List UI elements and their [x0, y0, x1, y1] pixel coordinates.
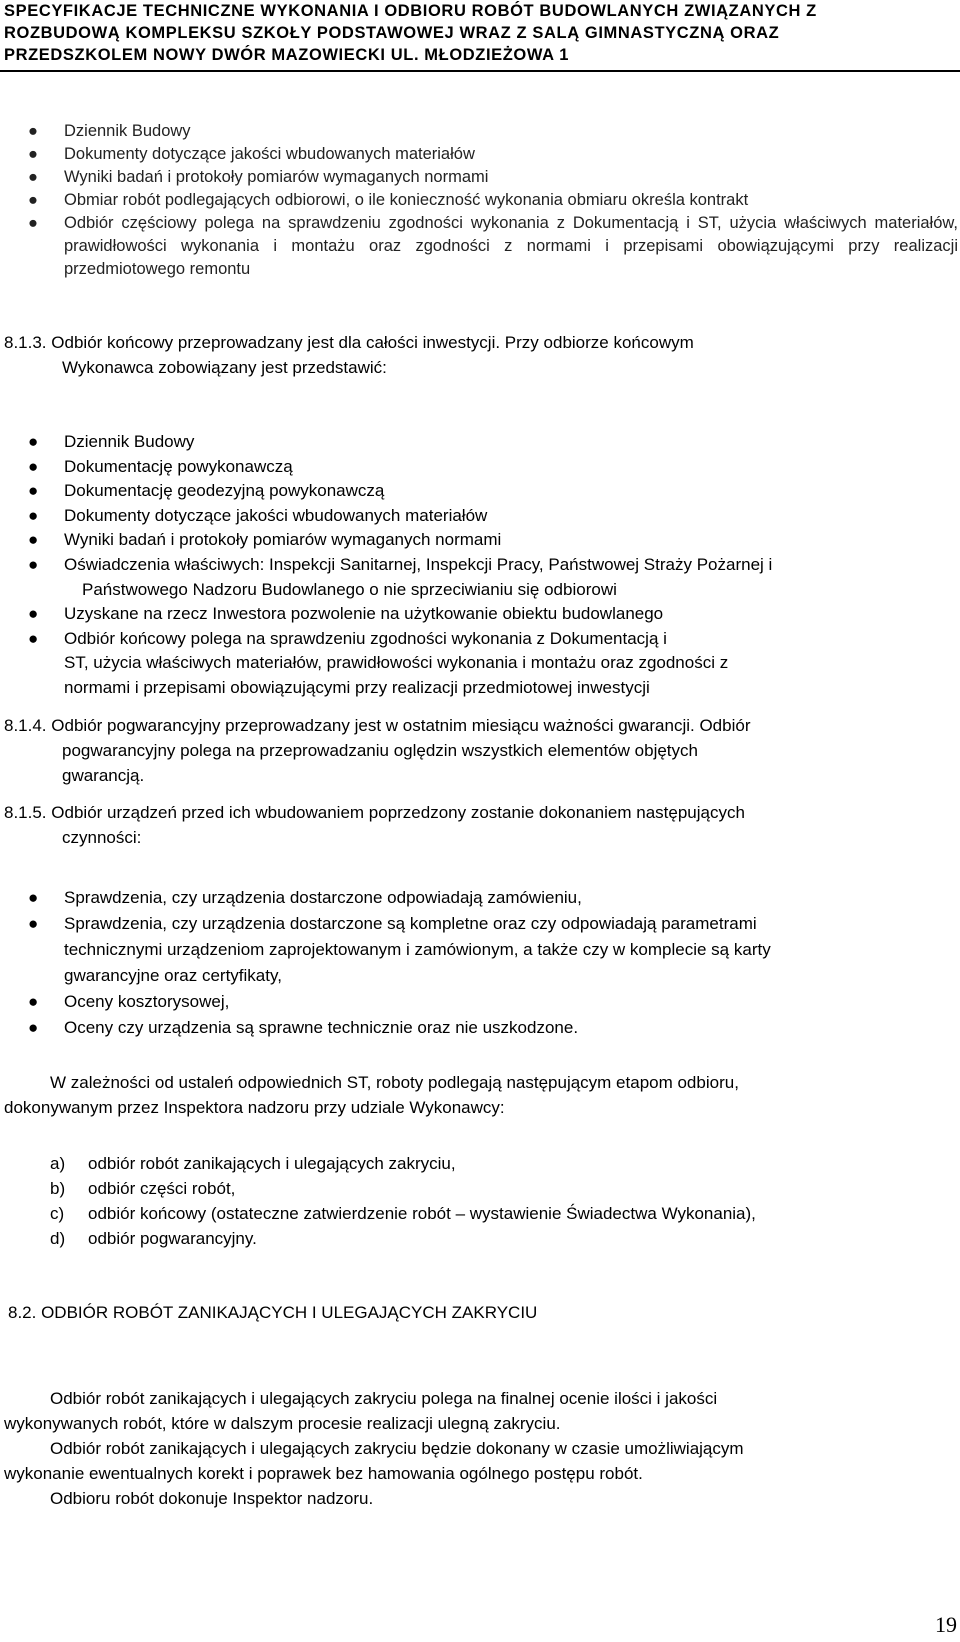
list-item-continuation: technicznymi urządzeniom zaprojektowanym i zamówionym, a także czy w komplecie są karty [64, 940, 771, 959]
section-8-2-body: Odbiór robót zanikających i ulegających zakryciu polega na finalnej ocenie ilości i jakości wykonywanych robót, które w dalszym procesie realizacji ulegną zakryciu. Odbiór robót zanikających i ulegających zakryciu będzie dokonany w czasie umożliwiającym wykonanie ewentualnych korekt i poprawek bez hamowania ogólnego postępu robót. Odbioru robót dokonuje Inspektor nadzoru. [4, 1389, 744, 1508]
bullet-icon: ● [28, 888, 39, 907]
section-heading-8-2: 8.2. ODBIÓR ROBÓT ZANIKAJĄCYCH I ULEGAJĄCYCH ZAKRYCIU [8, 1303, 538, 1322]
list-item: ● Oceny czy urządzenia są sprawne technicznie oraz nie uszkodzone. [28, 1015, 958, 1041]
section-8-1-3 [4, 330, 954, 380]
section-8-1-5: 8.1.5. Odbiór urządzeń przed ich wbudowaniem poprzedzony zostanie dokonaniem następujących czynności: [4, 803, 745, 847]
list-item-continuation: Państwowego Nadzoru Budowlanego o nie sprzeciwianiu się odbiorowi [82, 579, 617, 599]
bullet-icon: ● [28, 168, 38, 186]
list-item: ● Dokumenty dotyczące jakości wbudowanych materiałów [28, 504, 958, 529]
list-item: ● Dokumentację powykonawczą [28, 455, 958, 480]
section-number: 8.1.5. [4, 803, 47, 822]
list-item: a) odbiór robót zanikających i ulegających zakryciu, [50, 1154, 456, 1173]
list-item: ● Odbiór końcowy polega na sprawdzeniu zgodności wykonania z Dokumentacją i [28, 627, 958, 652]
list-item: ● Dokumentację geodezyjną powykonawczą [28, 479, 958, 504]
list-item: ● Odbiór częściowy polega na sprawdzeniu zgodności wykonania z Dokumentacją i ST, użycia właściwych materiałów, prawidłowości wykonania i montażu oraz zgodności z normami i przepisami obowiązującymi przy realizacji przedmiotowego remontu [28, 214, 958, 278]
stages-intro: W zależności od ustaleń odpowiednich ST, roboty podlegają następującym etapom odbioru, dokonywanym przez Inspektora nadzoru przy udziale Wykonawcy: [4, 1073, 739, 1117]
page-number: 19 [935, 1612, 957, 1637]
bullet-list-final-acceptance [28, 430, 958, 701]
list-item: ● Oceny kosztorysowej, [28, 989, 958, 1015]
bullet-icon: ● [28, 191, 38, 209]
bullet-icon: ● [28, 505, 39, 525]
list-item: ● Sprawdzenia, czy urządzenia dostarczone są kompletne oraz czy odpowiadają parametrami [28, 911, 958, 937]
header-line-1: SPECYFIKACJE TECHNICZNE WYKONANIA I ODBIORU ROBÓT BUDOWLANYCH ZWIĄZANYCH Z [4, 2, 817, 20]
bullet-icon: ● [28, 122, 38, 140]
section-8-1-4: 8.1.4. Odbiór pogwarancyjny przeprowadzany jest w ostatnim miesiącu ważności gwarancji. Odbiór pogwarancyjny polega na przeprowadzaniu oględzin wszystkich elementów objętych gwarancją. [4, 716, 751, 785]
list-item: ● Dziennik Budowy [28, 430, 958, 455]
list-item: ● Wyniki badań i protokoły pomiarów wymaganych normami [28, 528, 958, 553]
header-rule [0, 70, 960, 72]
bullet-icon: ● [28, 1018, 39, 1037]
list-item: c) odbiór końcowy (ostateczne zatwierdzenie robót – wystawienie Świadectwa Wykonania), [50, 1204, 756, 1223]
section-number: 8.1.4. [4, 716, 47, 735]
bullet-icon: ● [28, 604, 39, 624]
header-line-2: ROZBUDOWĄ KOMPLEKSU SZKOŁY PODSTAWOWEJ WRAZ Z SALĄ GIMNASTYCZNĄ ORAZ [4, 24, 780, 42]
bullet-icon: ● [28, 214, 38, 232]
list-item: ● Sprawdzenia, czy urządzenia dostarczone odpowiadają zamówieniu, [28, 885, 958, 911]
section-number: 8.1.3. [4, 333, 47, 352]
page-header [4, 0, 952, 66]
bullet-icon: ● [28, 145, 38, 163]
stages-list [50, 1151, 756, 1251]
list-item: ● Obmiar robót podlegających odbiorowi, o ile konieczność wykonania obmiaru określa kontrakt [28, 189, 958, 212]
bullet-icon: ● [28, 992, 39, 1011]
bullet-icon: ● [28, 432, 39, 451]
section-text: Odbiór końcowy przeprowadzany jest dla całości inwestycji. Przy odbiorze końcowym [51, 333, 694, 352]
list-item: ● Dokumenty dotyczące jakości wbudowanych materiałów [28, 143, 958, 166]
list-item-continuation: ST, użycia właściwych materiałów, prawidłowości wykonania i montażu oraz zgodności z [64, 653, 729, 673]
header-line-3: PRZEDSZKOLEM NOWY DWÓR MAZOWIECKI UL. MŁODZIEŻOWA 1 [4, 46, 569, 64]
list-item: ● Oświadczenia właściwych: Inspekcji Sanitarnej, Inspekcji Pracy, Państwowej Straży Pożarnej i [28, 553, 958, 578]
list-item: ● Dziennik Budowy [28, 120, 958, 143]
bullet-list-partial-acceptance [28, 120, 958, 281]
bullet-icon: ● [28, 628, 39, 648]
list-item: ● Wyniki badań i protokoły pomiarów wymaganych normami [28, 166, 958, 189]
bullet-icon: ● [28, 481, 39, 501]
bullet-icon: ● [28, 530, 39, 550]
bullet-icon: ● [28, 914, 39, 933]
list-item: d) odbiór pogwarancyjny. [50, 1229, 257, 1248]
list-item-continuation: normami i przepisami obowiązującymi przy realizacji przedmiotowej inwestycji [64, 677, 650, 697]
bullet-icon: ● [28, 554, 39, 574]
list-item: b) odbiór części robót, [50, 1179, 236, 1198]
list-item-continuation: gwarancyjne oraz certyfikaty, [64, 966, 282, 985]
section-text-line2: Wykonawca zobowiązany jest przedstawić: [62, 358, 387, 377]
bullet-list-device-checks [28, 885, 958, 1041]
bullet-icon: ● [28, 456, 39, 476]
list-item: ● Uzyskane na rzecz Inwestora pozwolenie na użytkowanie obiektu budowlanego [28, 602, 958, 627]
